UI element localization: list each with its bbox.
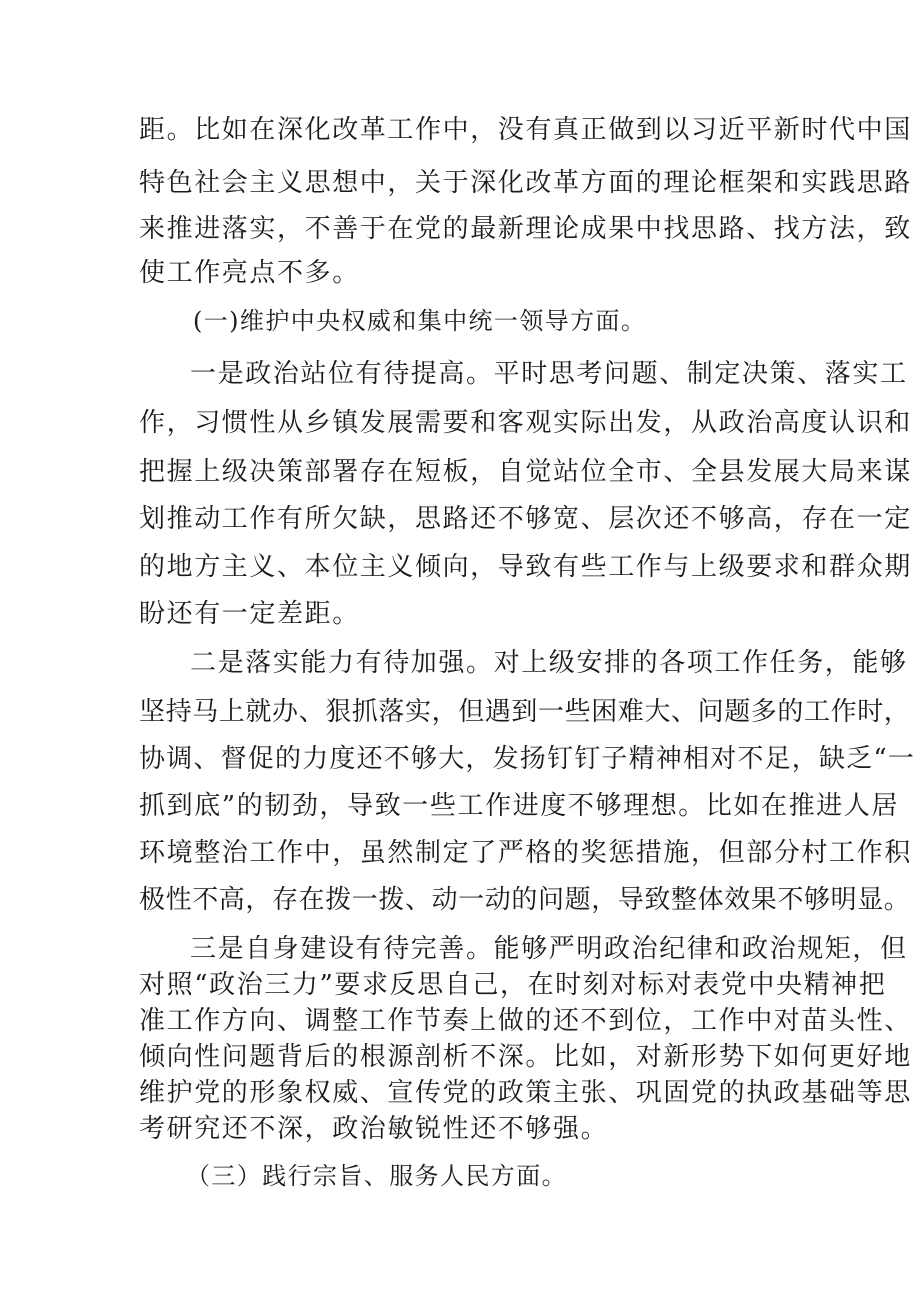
paragraph-4-line-4: 倾向性问题背后的根源剖析不深。比如，对新形势下如何更好地 <box>139 1042 912 1072</box>
paragraph-4-line-6: 考研究还不深，政治敏锐性还不够强。 <box>139 1114 609 1144</box>
section-heading-1: (一)维护中央权威和集中统一领导方面。 <box>193 307 647 335</box>
paragraph-3-line-4: 抓到底”的韧劲，导致一些工作进度不够理想。比如在推进人居 <box>139 791 900 821</box>
paragraph-2-line-4: 划推动工作有所欠缺，思路还不够宽、层次还不够高，存在一定 <box>139 504 912 534</box>
paragraph-1-line-4: 使工作亮点不多。 <box>139 258 360 288</box>
paragraph-2-line-3: 把握上级决策部署存在短板，自觉站位全市、全县发展大局来谋 <box>139 457 912 487</box>
section-heading-3: （三）践行宗旨、服务人民方面。 <box>186 1162 567 1190</box>
paragraph-2-line-6: 盼还有一定差距。 <box>139 599 360 629</box>
paragraph-4-line-2: 对照“政治三力”要求反思自己，在时刻对标对表党中央精神把 <box>139 970 887 1000</box>
paragraph-4-line-5: 维护党的形象权威、宣传党的政策主张、巩固党的执政基础等思 <box>139 1078 912 1108</box>
paragraph-1-line-1: 距。比如在深化改革工作中，没有真正做到以习近平新时代中国 <box>139 115 912 145</box>
paragraph-3-line-6: 极性不高，存在拨一拨、动一动的问题，导致整体效果不够明显。 <box>139 885 911 915</box>
paragraph-3-line-2: 坚持马上就办、狠抓落实，但遇到一些困难大、问题多的工作时， <box>139 697 911 727</box>
paragraph-2-line-5: 的地方主义、本位主义倾向，导致有些工作与上级要求和群众期 <box>139 552 912 582</box>
paragraph-2-line-1: 一是政治站位有待提高。平时思考问题、制定决策、落实工 <box>190 359 908 389</box>
paragraph-4-line-3: 准工作方向、调整工作节奏上做的还不到位，工作中对苗头性、 <box>139 1006 912 1036</box>
paragraph-3-line-5: 环境整治工作中，虽然制定了严格的奖惩措施，但部分村工作积 <box>139 838 912 868</box>
paragraph-2-line-2: 作，习惯性从乡镇发展需要和客观实际出发，从政治高度认识和 <box>139 408 912 438</box>
paragraph-4-line-1: 三是自身建设有待完善。能够严明政治纪律和政治规矩，但 <box>190 934 908 964</box>
paragraph-3-line-1: 二是落实能力有待加强。对上级安排的各项工作任务，能够 <box>190 648 908 678</box>
paragraph-1-line-3: 来推进落实，不善于在党的最新理论成果中找思路、找方法，致 <box>139 214 912 244</box>
paragraph-3-line-3: 协调、督促的力度还不够大，发扬钉钉子精神相对不足，缺乏“一 <box>139 744 916 774</box>
paragraph-1-line-2: 特色社会主义思想中，关于深化改革方面的理论框架和实践思路 <box>139 168 912 198</box>
